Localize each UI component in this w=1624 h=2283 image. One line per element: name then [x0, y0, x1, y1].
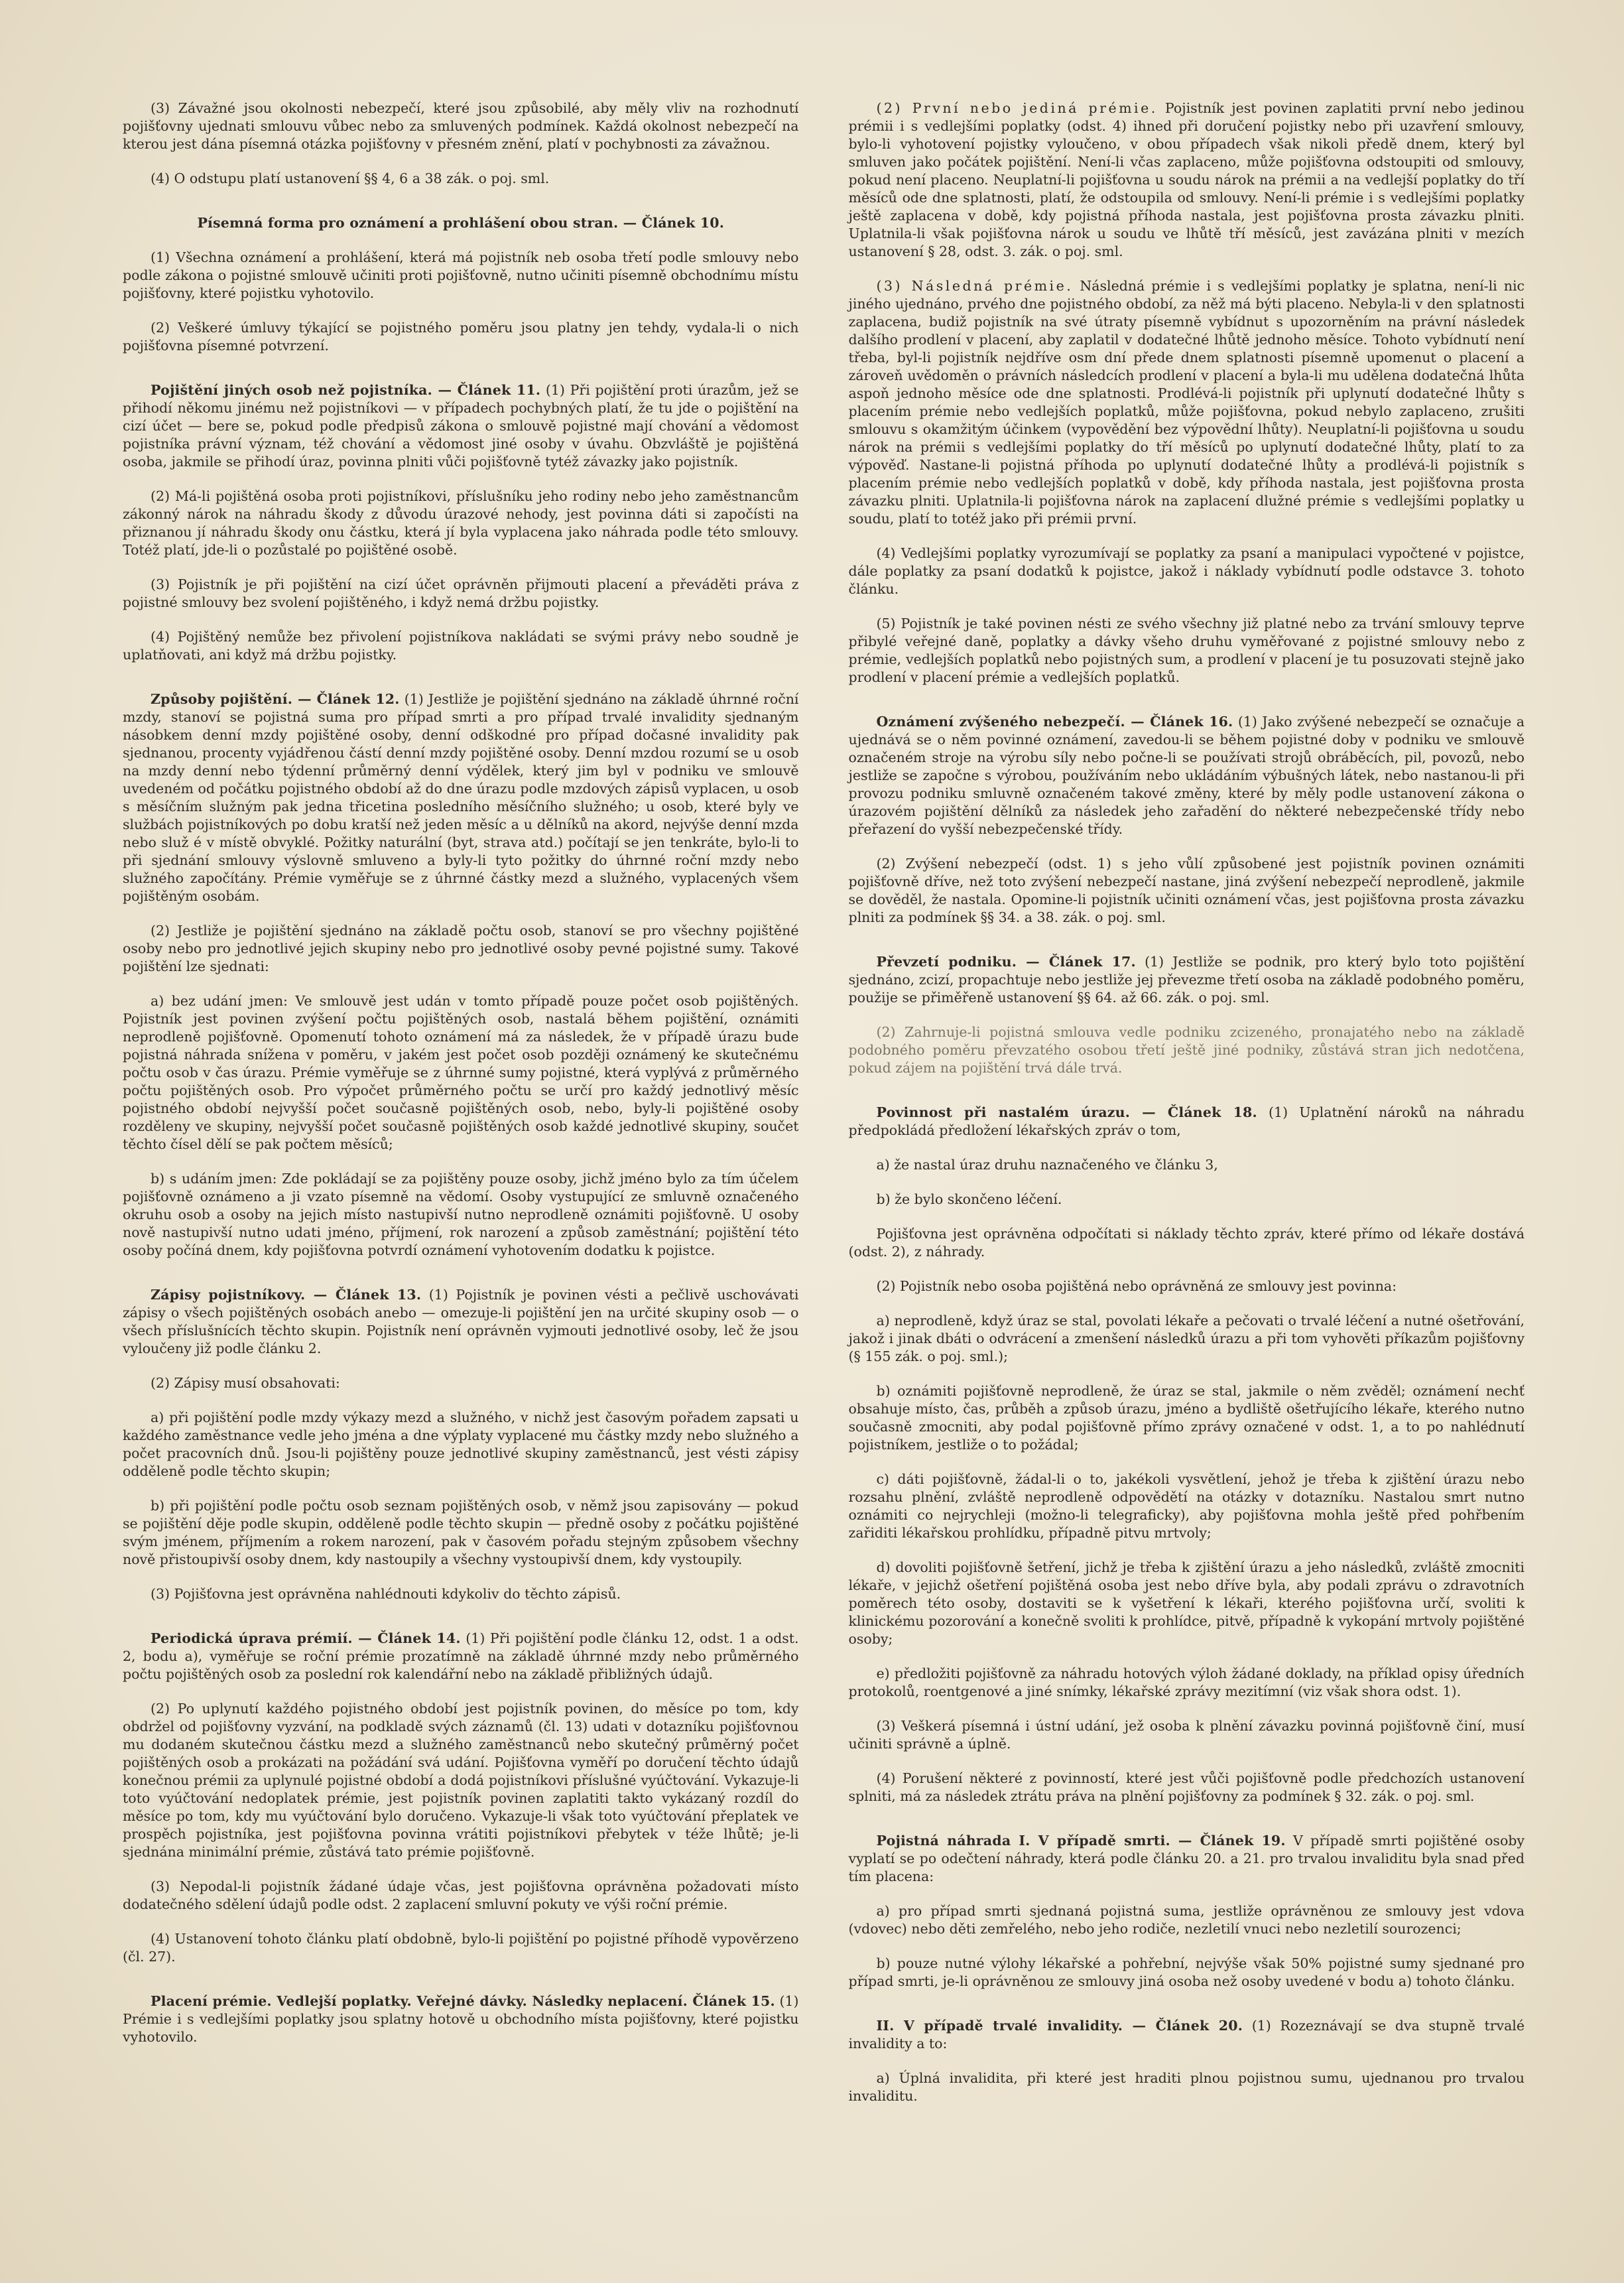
- paragraph-text: (4) Ustanovení tohoto článku platí obdobně, bylo-li pojištění po pojistné příhodě vypověrzeno (čl. 27).: [123, 1931, 799, 1965]
- paragraph-text: (2) Zápisy musí obsahovati:: [151, 1375, 340, 1391]
- article-heading: Převzetí podniku. — Článek 17.: [876, 954, 1136, 970]
- right-column: [849, 99, 1525, 2122]
- right-paragraph-6: [849, 953, 1525, 1007]
- article-heading: Pojistná náhrada I. V případě smrti. — Článek 19.: [876, 1833, 1286, 1849]
- right-paragraph-19: [849, 1770, 1525, 1805]
- left-paragraph-7: [123, 576, 799, 612]
- paragraph-text: (1) Jestliže se podnik, pro který bylo toto pojištění sjednáno, zcizí, propachtuje nebo jestliže jej převezme třetí osoba na základě podobného poměru, použije se přiměřeně ustanovení §§ 64. až 66. zák. o poj. sml.: [848, 954, 1525, 1006]
- paragraph-text: (3) Pojistník je při pojištění na cizí účet oprávněn přijmouti placení a převáděti práva z pojistné smlouvy bez svolení pojištěného, i když nemá držbu pojistky.: [123, 576, 799, 610]
- right-paragraph-21: [849, 1902, 1525, 1938]
- left-paragraph-18: [123, 1630, 799, 1683]
- paragraph-text: (1) Jako zvýšené nebezpečí se označuje a ujednává se o něm povinné oznámení, zavedou-li se během pojistné doby v podniku ve smlouvě označeném stroje na výrobu síly nebo počne-li se používati strojů obráběcích, pil, povozů, nebo jestliže se započne s výrobou, používáním nebo ukládáním výbušných látek, nebo nastanou-li při provozu podniku smluvně označeném takové změny, které by měly podle ustanovení zákona o úrazovém pojištění dělníků za následek jeho zařadění do některé nebezpečenské třídy nebo přeřazení do vyšší nebezpečenské třídy.: [848, 714, 1525, 837]
- paragraph-text: (4) O odstupu platí ustanovení §§ 4, 6 a 38 zák. o poj. sml.: [151, 170, 550, 186]
- article-heading: Způsoby pojištění. — Článek 12.: [151, 691, 400, 707]
- left-paragraph-5: [123, 381, 799, 471]
- right-paragraph-12: [849, 1277, 1525, 1295]
- paragraph-text: (4) Pojištěný nemůže bez přivolení pojistníkova nakládati se svými právy nebo soudně je uplatňovati, ani když má držbu pojistky.: [123, 629, 799, 663]
- paragraph-text: Pojišťovna jest oprávněna odpočítati si náklady těchto zpráv, které přímo od lékaře dostává (odst. 2), z náhrady.: [848, 1226, 1525, 1260]
- paragraph-text: V případě smrti pojištěné osoby vyplatí se po odečtení náhrady, která podle článku 20. a 21. pro trvalou invaliditu byla snad před tím placena:: [848, 1833, 1525, 1884]
- right-paragraph-1: [849, 277, 1525, 528]
- right-paragraph-14: [849, 1382, 1525, 1454]
- article-heading: Písemná forma pro oznámení a prohlášení obou stran. — Článek 10.: [197, 215, 725, 231]
- article-heading: Placení prémie. Vedlejší poplatky. Veřejné dávky. Následky neplacení. Článek 15.: [151, 1993, 775, 2009]
- paragraph-text: a) bez udání jmen: Ve smlouvě jest udán v tomto případě pouze počet osob pojištěných. Pojistník jest povinen zvýšení počtu pojištěných osob, nastalá během pojištění, oznámiti neprodleně pojišťovně. Opomenutí tohoto oznámení má za následek, že v případě úrazu bude pojistná náhrada snížena v poměru, v jakém jest počet osob později oznámený ke skutečnému počtu osob v čas úrazu. Prémie vyměřuje se z úhrnné sumy pojistné, která vyplývá z průměrného počtu pojištěných osob. Pro výpočet průměrného počtu se určí pro každý jednotlivý měsíc pojistného období nejvyšší počet současně pojištěných osob, nebo, byly-li pojištěné osoby rozděleny ve skupiny, nejvyšší počet současně pojištěných osob každé jednotlivé skupiny, součet těchto čísel dělí se pak počtem měsíců;: [123, 993, 799, 1152]
- paragraph-text: b) s udáním jmen: Zde pokládají se za pojištěny pouze osoby, jichž jméno bylo za tím účelem pojišťovně oznámeno a ji vzato písemně na vědomí. Osoby vystupující ze smluvně označeného okruhu osob a osoby na jejich místo nastupivší nutno neprodleně oznámiti pojišťovně. U osoby nově nastupivší nutno udati jméno, příjmení, rok narození a způsob zaměstnání; pojištění této osoby počíná dnem, kdy pojišťovna potvrdí oznámení vyhotovením dodatku k pojistce.: [123, 1171, 799, 1258]
- paragraph-text: b) při pojištění podle počtu osob seznam pojištěných osob, v němž jsou zapisovány — pokud se pojištění děje podle skupin, odděleně podle těchto skupin — předně osoby z počátku pojištěné svým jménem, příjmením a rokem narození, pak v časovém pořadu stejným způsobem všechny nově přistoupivší osoby dnem, kdy nastoupily a všechny vystoupivší dnem, kdy vystoupily.: [123, 1498, 799, 1567]
- left-paragraph-6: [123, 488, 799, 559]
- paragraph-text: (3) Pojišťovna jest oprávněna nahlédnouti kdykoliv do těchto zápisů.: [151, 1586, 621, 1602]
- paragraph-text: c) dáti pojišťovně, žádal-li o to, jakékoli vysvětlení, jehož je třeba k zjištění úrazu nebo rozsahu plnění, zvláště neprodleně odpovědětí na otázky v dotazníku. Nastalou smrt nutno oznámiti co nejrychleji (možno-li telegraficky), aby pojišťovna mohla ještě před pohřbením zařiditi lékařskou prohlídku, případně pitvu mrtvoly;: [848, 1471, 1525, 1541]
- right-paragraph-20: [849, 1832, 1525, 1886]
- paragraph-text: a) pro případ smrti sjednaná pojistná suma, jestliže oprávněnou ze smlouvy jest vdova (vdovec) nebo děti zemřelého, nebo jeho rodiče, nezletilí vnuci nebo nezletilí sourozenci;: [848, 1903, 1525, 1937]
- article-heading: Zápisy pojistníkovy. — Článek 13.: [151, 1287, 422, 1303]
- left-paragraph-13: [123, 1286, 799, 1358]
- paragraph-text: (2) Veškeré úmluvy týkající se pojistného poměru jsou platny jen tehdy, vydala-li o nich pojišťovna písemné potvrzení.: [123, 320, 799, 354]
- paragraph-text: b) že bylo skončeno léčení.: [876, 1191, 1062, 1207]
- article-heading: II. V případě trvalé invalidity. — Článek 20.: [876, 2018, 1243, 2034]
- paragraph-text: (3) Nepodal-li pojistník žádané údaje včas, jest pojišťovna oprávněna požadovati místo dodatečného sdělení údajů podle odst. 2 zaplacení smluvní pokuty ve výši roční prémie.: [123, 1878, 799, 1912]
- paragraph-text: (3) Závažné jsou okolnosti nebezpečí, které jsou způsobilé, aby měly vliv na rozhodnutí pojišťovny ujednati smlouvu vůbec nebo za smluvených podmínek. Každá okolnost nebezpečí na kterou jest dána písemná otázka pojišťovny v přesném znění, platí v pochybnosti za závažnou.: [123, 100, 799, 152]
- right-paragraph-22: [849, 1955, 1525, 1990]
- right-paragraph-15: [849, 1470, 1525, 1542]
- left-paragraph-15: [123, 1409, 799, 1480]
- paragraph-text: (2) Zahrnuje-li pojistná smlouva vedle podniku zcizeného, pronajatého nebo na základě podobného poměru převzatého osobou třetí ještě jiné podniky, zůstává stran jich nedotčena, pokud zájem na pojištění trvá dále trvá.: [848, 1024, 1525, 1076]
- right-paragraph-0: [849, 99, 1525, 261]
- paragraph-text: (2) Má-li pojištěná osoba proti pojistníkovi, příslušníku jeho rodiny nebo jeho zaměstnancům zákonný nárok na náhradu škody z důvodu úrazové nehody, jest povinna dáti si započísti na přiznanou jí náhradu škody onu částku, která jí byla vyplacena jako náhrada podle této smlouvy. Totéž platí, jde-li o pozůstalé po pojištěné osobě.: [123, 488, 799, 558]
- paragraph-text: Pojistník jest povinen zaplatiti první nebo jedinou prémii i s vedlejšími poplatky (odst. 4) ihned při doručení pojistky nebo při uzavření smlouvy, bylo-li vyhotovení pojistky vyloučeno, v obou případech však nikoli předě dnem, který byl smluven jako počátek pojištění. Není-li včas zaplaceno, může pojišťovna odstoupiti od smlouvy, pokud není placeno. Neuplatní-li pojišťovna u soudu nárok na prémii a na vedlejší poplatky do tří měsíců ode dne splatnosti, platí, že odstoupila od smlouvy. Není-li prémie i s vedlejšími poplatky ještě zaplacena v době, kdy pojistná příhoda nastala, jest pojišťovna prosta závazku plniti. Uplatnila-li však pojišťovna nárok u soudu ve lhůtě tří měsíců, jest zavázána plniti v mezích ustanovení § 28, odst. 3. zák. o poj. sml.: [848, 100, 1525, 259]
- paragraph-text: a) že nastal úraz druhu naznačeného ve článku 3,: [876, 1157, 1218, 1173]
- right-paragraph-10: [849, 1191, 1525, 1208]
- left-paragraph-9: [123, 690, 799, 905]
- paragraph-text: e) předložiti pojišťovně za náhradu hotových výloh žádané doklady, na příklad opisy úředních protokolů, roentgenové a jiné snímky, lékařské zprávy mezitímní (viz však shora odst. 1).: [848, 1665, 1525, 1699]
- paragraph-text: b) oznámiti pojišťovně neprodleně, že úraz se stal, jakmile o něm zvěděl; oznámení nechť obsahuje místo, čas, průběh a způsob úrazu, jméno a bydliště ošetřujícího lékaře, kterého nutno současně zmocniti, aby podal pojišťovně přímo zprávy označené v odst. 1, a to po nahlédnutí pojistníkem, jestliže o to požádal;: [848, 1383, 1525, 1453]
- right-paragraph-11: [849, 1225, 1525, 1261]
- right-paragraph-17: [849, 1665, 1525, 1701]
- paragraph-text: d) dovoliti pojišťovně šetření, jichž je třeba k zjištění úrazu a jeho následků, zvláště zmocniti lékaře, v jejichž ošetření pojištěná osoba jest nebo dříve byla, aby podali zprávu o zdravotních poměrech této osoby, dostaviti se k vyšetření k lékaři, kterého pojišťovna určí, svoliti k klinickému pozorování a konečně svoliti k prohlídce, pitvě, případně k vykopání mrtvoly pojištěné osoby;: [848, 1559, 1525, 1647]
- paragraph-text: a) při pojištění podle mzdy výkazy mezd a služného, v nichž jest časovým pořadem zapsati u každého zaměstnance vedle jeho jména a dne výplaty vyplacené mu částky mzdy nebo služného a počet pracovních dnů. Jsou-li pojištěny pouze jednotlivé skupiny zaměstnanců, jest vésti zápisy odděleně podle těchto skupin;: [123, 1409, 799, 1479]
- paragraph-text: (1) Při pojištění podle článku 12, odst. 1 a odst. 2, bodu a), vyměřuje se roční prémie prozatímně na základě úhrnné mzdy nebo průměrného počtu pojištěných osob za poslední rok kalendářní nebo na základě přibližných údajů.: [123, 1630, 799, 1682]
- right-paragraph-8: [849, 1104, 1525, 1140]
- left-column: [123, 99, 799, 2063]
- left-paragraph-21: [123, 1930, 799, 1966]
- paragraph-text: a) neprodleně, když úraz se stal, povolati lékaře a pečovati o trvalé léčení a nutné ošetřování, jakož i jinak dbáti o odvrácení a zmenšení následků úrazu a při tom vyhověti příkazům pojišťovny (§ 155 zák. o poj. sml.);: [848, 1313, 1525, 1364]
- left-paragraph-19: [123, 1700, 799, 1861]
- left-paragraph-14: [123, 1374, 799, 1392]
- left-paragraph-16: [123, 1497, 799, 1569]
- left-paragraph-11: [123, 992, 799, 1153]
- right-paragraph-5: [849, 855, 1525, 927]
- right-paragraph-2: [849, 545, 1525, 598]
- paragraph-text: (3) Veškerá písemná i ústní udání, jež osoba k plnění závazku povinná pojišťovně činí, musí učiniti správně a úplně.: [848, 1718, 1525, 1752]
- left-paragraph-20: [123, 1878, 799, 1914]
- paragraph-text: (2) Pojistník nebo osoba pojištěná nebo oprávněná ze smlouvy jest povinna:: [876, 1278, 1397, 1294]
- article-heading: Pojištění jiných osob než pojistníka. — Článek 11.: [151, 382, 541, 398]
- paragraph-text: (1) Prémie i s vedlejšími poplatky jsou splatny hotově u obchodního místa pojišťovny, které pojistku vyhotovilo.: [123, 1993, 799, 2045]
- paragraph-text: (1) Rozeznávají se dva stupně trvalé invalidity a to:: [848, 2018, 1525, 2052]
- paragraph-text: (5) Pojistník je také povinen nésti ze svého všechny již platné nebo za trvání smlouvy teprve přibylé veřejné daně, poplatky a dávky všeho druhu vyměřované z pojistné smlouvy nebo z prémie, vedlejších poplatků nebo pojistných sum, a prodlení v placení je tu posuzovati stejně jako prodlení v placení prémie a vedlejších poplatků.: [848, 616, 1525, 685]
- article-heading: Povinnost při nastalém úrazu. — Článek 18.: [876, 1104, 1257, 1120]
- article-heading: Periodická úprava prémií. — Článek 14.: [151, 1630, 461, 1646]
- right-paragraph-3: [849, 615, 1525, 686]
- article-heading: Oznámení zvýšeného nebezpečí. — Článek 16.: [876, 714, 1233, 730]
- paragraph-text: (4) Vedlejšími poplatky vyrozumívají se poplatky za psaní a manipulaci vypočtené v pojistce, dále poplatky za psaní dodatků k pojistce, jakož i náklady vybídnutí podle odstavce 3. tohoto článku.: [848, 545, 1525, 597]
- left-paragraph-12: [123, 1170, 799, 1260]
- left-paragraph-0: [123, 99, 799, 153]
- left-paragraph-1: [123, 170, 799, 188]
- left-paragraph-2: [123, 214, 799, 232]
- right-paragraph-18: [849, 1717, 1525, 1753]
- paragraph-text: (4) Porušení některé z povinností, které jest vůči pojišťovně podle předchozích ustanovení splniti, má za následek ztrátu práva na plnění pojišťovny za podmínek § 32. zák. o poj. sml.: [848, 1770, 1525, 1804]
- right-paragraph-9: [849, 1156, 1525, 1174]
- paragraph-text: (1) Při pojištění proti úrazům, jež se přihodí někomu jinému než pojistníkovi — v případech pochybných platí, že tu jde o pojištění na cizí účet — bere se, pokud podle předpisů zákona o smlouvě pojistné mají chování a vědomost pojistníka právní význam, též chování a vědomost jiné osoby v úvahu. Obzvláště je pojištěná osoba, jakmile se přihodí úraz, povinna plniti vůči pojišťovně tytéž závazky jako pojistník.: [123, 382, 799, 470]
- right-paragraph-4: [849, 713, 1525, 838]
- paragraph-text: (2) Jestliže je pojištění sjednáno na základě počtu osob, stanoví se pro všechny pojištěné osoby nebo pro jednotlivé jejich skupiny nebo pro jednotlivé osoby pevné pojistné sumy. Takové pojištění lze sjednati:: [123, 923, 799, 974]
- left-paragraph-8: [123, 628, 799, 664]
- paragraph-text: (1) Uplatnění nároků na náhradu předpokládá předložení lékařských zpráv o tom,: [848, 1104, 1525, 1138]
- paragraph-text: (1) Pojistník je povinen vésti a pečlivě uschovávati zápisy o všech pojištěných osobách anebo — omezuje-li pojištění jen na určité skupiny osob — o všech příslušnících těchto skupin. Pojistník není oprávněn vyjmouti jednotlivé osoby, leč že jsou vyloučeny již podle článku 2.: [123, 1287, 799, 1356]
- paragraph-text: (2) Po uplynutí každého pojistného období jest pojistník povinen, do měsíce po tom, kdy obdržel od pojišťovny vyzvání, na podkladě svých záznamů (čl. 13) udati v dotazníku pojišťovnou mu dodaném skutečnou částku mezd a služného zaměstnanců nebo skutečný průměrný počet pojištěných osob a prokázati na požádání svá udání. Pojišťovna vyměří po doručení těchto údajů konečnou prémii za uplynulé pojistné období a dodá pojistníkovi příslušné vyúčtování. Vykazuje-li toto vyúčtování nedoplatek prémie, jest pojistník povinen zaplatiti takto vykázaný rozdíl do měsíce po tom, kdy mu vyúčtování bylo doručeno. Vykazuje-li však toto vyúčtování přeplatek ve prospěch pojistníka, jest pojišťovna povinna vrátiti pojistníkovi přebytek v téže lhůtě; je-li sjednána minimální prémie, zůstává tato prémie pojišťovně.: [123, 1701, 799, 1860]
- right-paragraph-13: [849, 1312, 1525, 1366]
- left-paragraph-10: [123, 922, 799, 976]
- right-paragraph-16: [849, 1559, 1525, 1648]
- left-paragraph-3: [123, 249, 799, 302]
- left-paragraph-4: [123, 319, 799, 355]
- paragraph-text: Následná prémie i s vedlejšími poplatky je splatna, není-li nic jiného ujednáno, prvého dne pojistného období, za něž má býti placeno. Nebyla-li v den splatnosti zaplacena, budiž pojistník na své útraty písemně vybídnut s upozorněním na právní následek dalšího prodlení v placení, aby zaplatil v dodatečné lhůtě jednoho měsíce. Tohoto vybídnutí není třeba, byl-li pojistník nejdříve osm dní přede dnem splatnosti písemně upomenut o placení a zároveň uvědoměn o právních následcích prodlení v placení a byla-li mu udělena dodatečná lhůta aspoň jednoho měsíce ode dne splatnosti. Prodlévá-li pojistník při uplynutí dodatečné lhůty s placením prémie nebo vedlejších poplatků, může pojišťovna, pokud nebylo zaplaceno, zrušiti smlouvu s okamžitým účinkem (vypovědění bez výpovědní lhůty). Neuplatní-li pojišťovna u soudu nárok na prémii s vedlejšími poplatky do tří měsíců po uplynutí dodatečné lhůty, platí to za výpověď. Nastane-li pojistná příhoda po uplynutí dodatečné lhůty a prodlévá-li pojistník s placením prémie nebo vedlejších poplatků v době, kdy příhoda nastala, jest pojišťovna prosta závazku plniti. Uplatnila-li pojišťovna nárok na zaplacení dlužné prémie s vedlejšími poplatky u soudu, platí to totéž jako při prémii první.: [848, 278, 1525, 527]
- paragraph-text: (2) Zvýšení nebezpečí (odst. 1) s jeho vůlí způsobené jest pojistník povinen oznámiti pojišťovně dříve, než toto zvýšení nebezpečí nastane, jiná zvýšení nebezpečí neprodleně, jakmile se dověděl, že nastala. Opomine-li pojistník učiniti oznámení včas, jest pojišťovna prosta závazku plniti za podmínek §§ 34. a 38. zák. o poj. sml.: [848, 856, 1525, 925]
- spaced-subheading: (2) První nebo jediná prémie.: [876, 100, 1158, 116]
- paragraph-text: b) pouze nutné výlohy lékařské a pohřební, nejvýše však 50% pojistné sumy sjednané pro případ smrti, je-li oprávněnou ze smlouvy jiná osoba než osoby uvedené v bodu a) tohoto článku.: [848, 1955, 1525, 1989]
- right-paragraph-7: [849, 1023, 1525, 1077]
- left-paragraph-22: [123, 1992, 799, 2046]
- left-paragraph-17: [123, 1585, 799, 1603]
- right-paragraph-23: [849, 2017, 1525, 2053]
- right-paragraph-24: [849, 2069, 1525, 2105]
- spaced-subheading: (3) Následná prémie.: [876, 278, 1074, 294]
- two-column-body: [123, 99, 1525, 2122]
- paragraph-text: (1) Všechna oznámení a prohlášení, která má pojistník neb osoba třetí podle smlouvy nebo podle zákona o pojistné smlouvě učiniti proti pojišťovně, nutno učiniti písemně obchodnímu místu pojišťovny, které pojistku vyhotovilo.: [123, 249, 799, 301]
- paragraph-text: a) Úplná invalidita, při které jest hraditi plnou pojistnou sumu, ujednanou pro trvalou invaliditu.: [848, 2070, 1525, 2104]
- paragraph-text: (1) Jestliže je pojištění sjednáno na základě úhrnné roční mzdy, stanoví se pojistná suma pro případ smrti a pro případ trvalé invalidity sjednaným násobkem denní mzdy pojištěné osoby, denní odškodné pro případ dočasné invalidity pak sjednanou, procenty vyjádřenou částí denní mzdy pojištěné osoby. Denní mzdou rozumí se u osob na mzdy denní nebo týdenní průměrný denní výdělek, který jim byl v podniku ve smlouvě uvedeném od počátku pojistného období až do dne úrazu podle mzdových zápisů vyplacen, u osob s měsíčním služným pak jedna třicetina posledního měsíčního služného; u osob, které byly ve službách pojistníkových po dobu kratší než jeden měsíc a u dělníků na akord, nejvýše denní mzda nebo služ é v místě obvyklé. Požitky naturální (byt, strava atd.) počítají se jen tenkráte, bylo-li to při sjednání smlouvy výslovně smluveno a byly-li tyto požitky do úhrnné roční mzdy nebo služného započítány. Prémie vyměřuje se z úhrnné částky mezd a služného, vyplacených všem pojištěným osobám.: [123, 691, 799, 904]
